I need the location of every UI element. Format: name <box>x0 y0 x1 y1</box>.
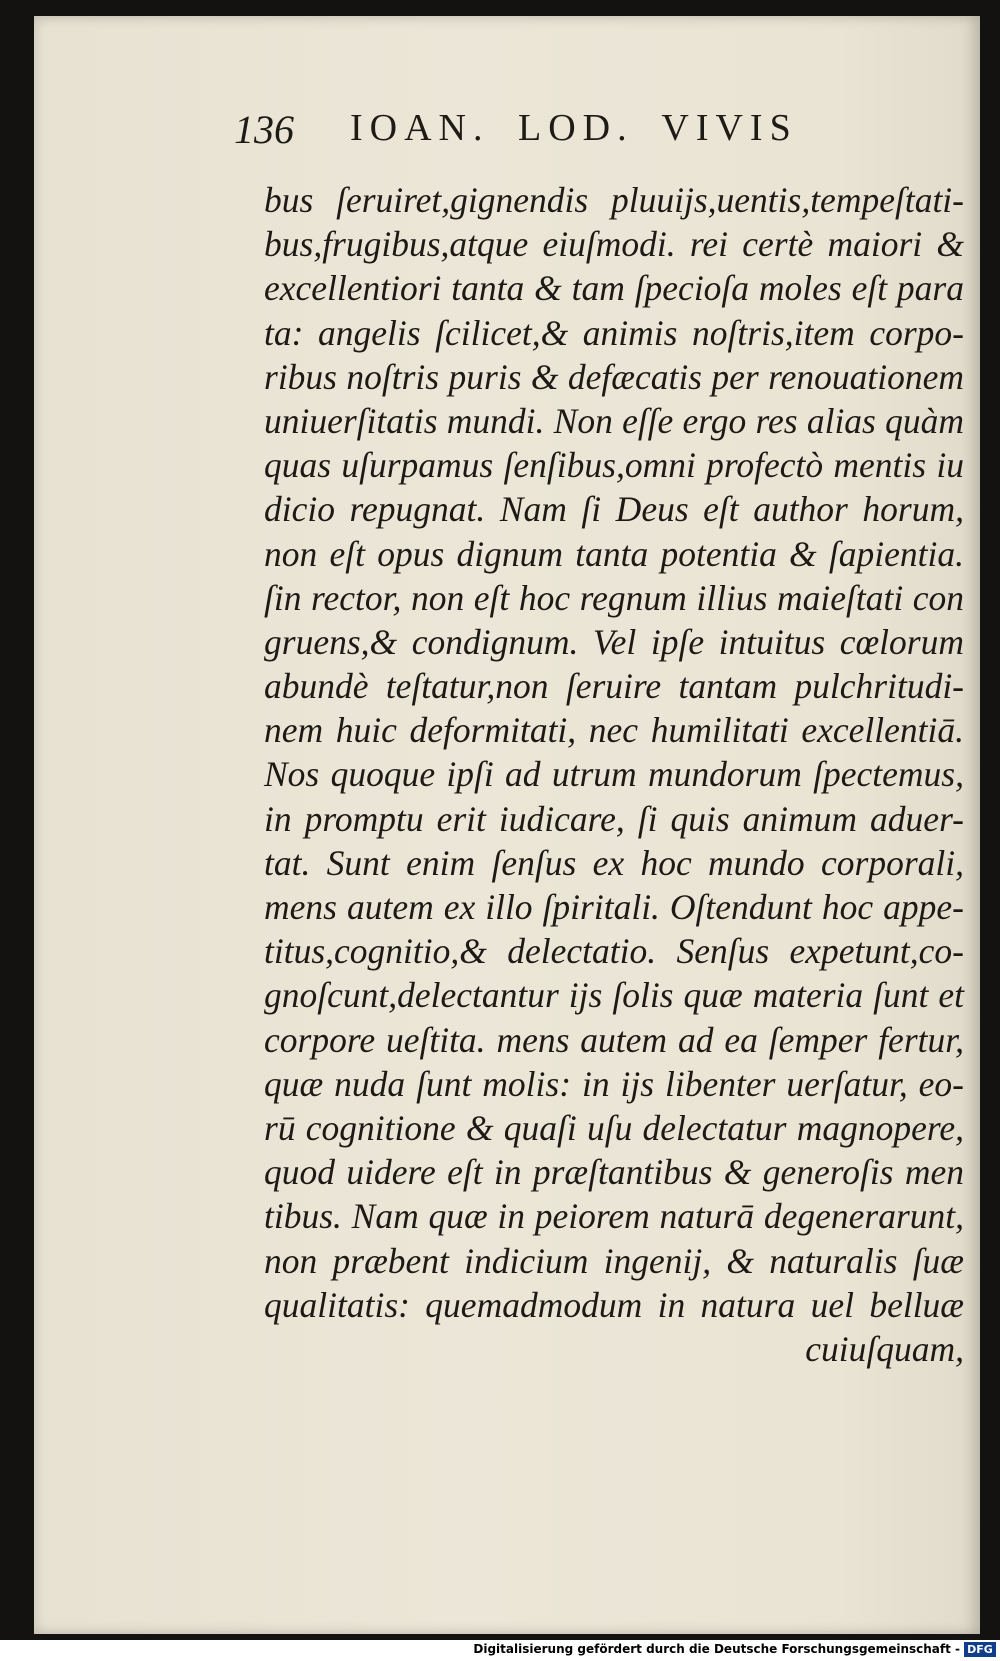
text-line: mens autem ex illo ſpiritali. Oſtendunt hoc appe- <box>264 887 964 927</box>
text-line: bus,frugibus,atque eiuſmodi. rei certè maiori & <box>264 224 964 265</box>
text-line: gruens,& condignum. Vel ipſe intuitus cœlorum <box>264 621 964 662</box>
digitization-footer <box>0 1640 1000 1661</box>
text-line: ta: angelis ſcilicet,& animis noſtris,item corpo- <box>264 312 964 353</box>
text-line: qualitatis: quemadmodum in natura uel belluæ <box>264 1284 964 1325</box>
text-line: quas uſurpamus ſenſibus,omni profectò mentis iu <box>264 445 964 486</box>
text-line: excellentiori tanta & tam ſpecioſa moles eſt para <box>264 268 964 309</box>
text-line: titus,cognitio,& delectatio. Senſus expetunt,co- <box>264 931 964 972</box>
text-line: Nos quoque ipſi ad utrum mundorum ſpectemus, <box>264 754 964 795</box>
text-line: rū cognitione & quaſi uſu delectatur magnopere, <box>264 1107 964 1148</box>
text-line: dicio repugnat. Nam ſi Deus eſt author horum, <box>264 489 964 530</box>
running-head: IOAN. LOD. VIVIS <box>350 107 798 149</box>
text-line: abundè teſtatur,non ſeruire tantam pulchritudi- <box>264 666 964 707</box>
text-line: bus ſeruiret,gignendis pluuijs,uentis,tempeſtati- <box>264 180 964 220</box>
book-page <box>34 16 980 1634</box>
body-text <box>264 178 964 1371</box>
text-line: gnoſcunt,delectantur ijs ſolis quæ materia ſunt et <box>264 975 964 1016</box>
catchword-line: cuiuſquam, <box>805 1328 964 1369</box>
text-line: tibus. Nam quæ in peiorem naturā degenerarunt, <box>264 1196 964 1237</box>
text-line: corpore ueſtita. mens autem ad ea ſemper fertur, <box>264 1019 964 1060</box>
text-line: ribus noſtris puris & defæcatis per renouationem <box>264 356 964 397</box>
text-line: uniuerſitatis mundi. Non eſſe ergo res alias quàm <box>264 400 964 441</box>
page-header <box>234 106 874 166</box>
text-line: in promptu erit iudicare, ſi quis animum aduer- <box>264 798 964 839</box>
text-line: tat. Sunt enim ſenſus ex hoc mundo corporali, <box>264 842 964 883</box>
text-line: quod uidere eſt in præſtantibus & generoſis men <box>264 1152 964 1193</box>
page-number: 136 <box>234 107 294 152</box>
footer-credit: Digitalisierung gefördert durch die Deutsche Forschungsgemeinschaft - <box>473 1642 960 1656</box>
text-line: quæ nuda ſunt molis: in ijs libenter uerſatur, eo- <box>264 1063 964 1104</box>
text-line: non præbent indicium ingenij, & naturalis ſuæ <box>264 1240 964 1281</box>
text-line: nem huic deformitati, nec humilitati excellentiā. <box>264 710 964 751</box>
text-line: ſin rector, non eſt hoc regnum illius maieſtati con <box>264 577 964 618</box>
text-line: non eſt opus dignum tanta potentia & ſapientia. <box>264 533 964 574</box>
dfg-logo-icon: DFG <box>964 1642 996 1657</box>
